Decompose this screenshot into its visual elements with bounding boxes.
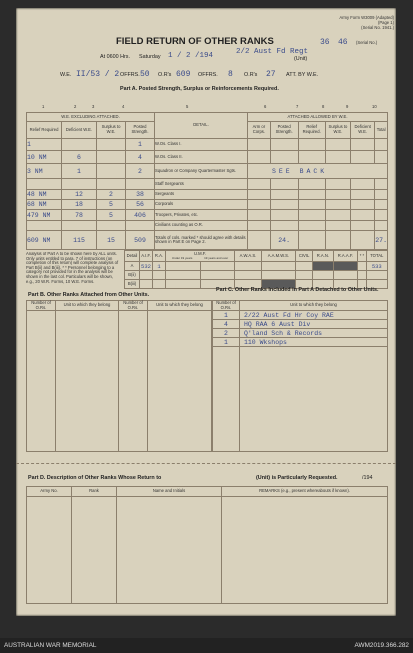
relief-cell: 609 NM [27, 231, 62, 250]
deficient-cell [62, 138, 97, 151]
deficient-cell: 115 [62, 231, 97, 250]
surplus-cell: 2 [97, 189, 126, 199]
part-c-header: Unit to which they belong [240, 301, 388, 311]
see-back-note: SEE BACK [248, 164, 388, 179]
deficient-cell: 18 [62, 200, 97, 210]
part-c-unit: Q'land Sch & Records [240, 329, 388, 338]
deficient-cell: 6 [62, 151, 97, 164]
analysis-civil-header: CIVIL [295, 251, 312, 262]
at-hrs-label: At 0600 Hrs. [100, 54, 130, 60]
att-posted-total: 24. [270, 231, 298, 250]
part-c-table [212, 300, 388, 452]
fold-line [16, 463, 396, 464]
detail-cell: Sergeants [155, 189, 248, 199]
col-number: 7 [296, 104, 299, 109]
surplus-cell [97, 164, 126, 179]
analysis-detail-header: Detail [125, 251, 140, 262]
table-row-totals [27, 231, 388, 250]
part-b-title: Part B. Other Ranks Attached from Other Units. [28, 292, 150, 298]
relief-cell: 1 [27, 138, 62, 151]
table-row [213, 338, 388, 347]
ors2-label: O.R's [244, 72, 258, 78]
analysis-total-header: TOTAL [366, 251, 387, 262]
att-deficient-header: Deficient W.E. [351, 122, 375, 138]
att-total-header: Total [375, 122, 388, 138]
col-number: 1 [42, 104, 45, 109]
part-c-title: Part C. Other Ranks Included in Part A Detached to Other Units. [216, 287, 379, 293]
analysis-raaf-header: R.A.A.F. [333, 251, 358, 262]
detail-cell: Staff Sergeants [155, 179, 248, 189]
ors-value: 609 [176, 70, 191, 79]
unit-label: (Unit) [294, 56, 308, 62]
table-row [213, 320, 388, 329]
detail-cell: Troopers, Privates, etc. [155, 210, 248, 220]
analysis-umf-header: U.M.F. [193, 251, 207, 257]
part-d-header: Name and Initials [117, 487, 222, 497]
posted-strength-header: Posted Strength. [126, 122, 155, 138]
part-a-title: Part A. Posted Strength, Surplus or Reinforcements Required. [120, 86, 279, 92]
relief-cell: 479 NM [27, 210, 62, 220]
archive-reference: AWM2019.366.282 [354, 642, 409, 649]
att-posted-header: Posted Strength. [270, 122, 298, 138]
we-label: W.E. [60, 72, 72, 78]
we-value: II/53 / 2 [76, 70, 120, 79]
analysis-aamws-header: A.A.M.W.S. [261, 251, 295, 262]
analysis-other-header: * * [358, 251, 366, 262]
att-by-we-label: ATT. BY W.E. [286, 72, 319, 78]
detail-header: DETAIL. [155, 113, 248, 139]
offrs-label: OFFRS. [120, 72, 140, 78]
posted-cell: 2 [126, 164, 155, 179]
posted-cell: 509 [126, 231, 155, 250]
return-date: 1 / 2 /194 [168, 52, 214, 60]
we-excluding-header: W.E. EXCLUDING ATTACHED. [27, 113, 155, 122]
detail-cell: Squadron or Company Quartermaster Sgts. [155, 164, 248, 179]
arm-corps-header: Arm or Corps. [248, 122, 271, 138]
analysis-aif-value: 532 [141, 262, 151, 270]
surplus-cell [97, 151, 126, 164]
part-c-number: 4 [213, 320, 240, 329]
ors-label: O.R's [158, 72, 172, 78]
analysis-ran-header: R.A.N. [313, 251, 333, 262]
archive-name: AUSTRALIAN WAR MEMORIAL [4, 642, 97, 649]
part-d-table [26, 486, 388, 604]
col-number: 9 [346, 104, 349, 109]
surplus-cell: 5 [97, 210, 126, 220]
analysis-ra-header: R.A. [153, 251, 166, 262]
relief-cell: 10 NM [27, 151, 62, 164]
unit-name: 2/2 Aust Fd Regt [236, 48, 309, 56]
table-row [213, 329, 388, 338]
detail-cell: Totals of cols. marked * should agree with details shown in Part E on Page 2. [155, 231, 248, 250]
table-row [27, 179, 388, 189]
part-b-header: Number of O.Rs. [27, 301, 56, 311]
posted-cell: 4 [126, 151, 155, 164]
serial-suffix: (Serial No.) [356, 40, 378, 45]
relief-cell: 3 NM [27, 164, 62, 179]
deficient-cell: 12 [62, 189, 97, 199]
ors2-value: 27 [266, 70, 276, 79]
part-b-table [26, 300, 212, 452]
analysis-umf-sub: Under 19 years [171, 255, 193, 260]
serial-number: 36 [320, 38, 330, 47]
analysis-row-label: A [125, 262, 140, 271]
part-d-date: /194 [362, 475, 373, 481]
detail-cell: W.Os. Class II. [155, 151, 248, 164]
relief-cell: 48 NM [27, 189, 62, 199]
part-d-title-2: (Unit) is Particularly Requested. [256, 475, 338, 481]
table-row [27, 200, 388, 210]
form-page [16, 8, 396, 616]
offrs2-label: OFFRS. [198, 72, 218, 78]
surplus-cell: 15 [97, 231, 126, 250]
deficient-header: Deficient W.E. [62, 122, 97, 138]
archive-footer [0, 638, 413, 653]
analysis-note [26, 252, 122, 288]
analysis-row-label: B(iii) [125, 280, 140, 289]
analysis-aif-header: A.I.F. [140, 251, 153, 262]
att-relief-header: Relief Required. [298, 122, 325, 138]
analysis-total-value: 533 [366, 262, 387, 271]
table-row [27, 220, 388, 230]
form-title: FIELD RETURN OF OTHER RANKS [116, 36, 274, 47]
col-number: 6 [264, 104, 267, 109]
table-row [27, 151, 388, 164]
page-label: (Page 1) [377, 20, 394, 25]
detail-cell: Civilians counting as O.R. [155, 220, 248, 230]
relief-required-header: Relief Required [27, 122, 62, 138]
part-c-number: 2 [213, 329, 240, 338]
serial-number-2: 46 [338, 38, 348, 47]
army-form-label: Army Form W3009 (Adapted) [339, 15, 394, 20]
analysis-awas-header: A.W.A.S. [235, 251, 262, 262]
analysis-note-text-2: * * Personnel belonging to a category not provided for in the analysis will be shown in the last col. Particulars will be shown, e.g., 20 W.R. Forms, 10 W.E. Forms. [26, 264, 115, 284]
posted-cell: 38 [126, 189, 155, 199]
posted-cell: 56 [126, 200, 155, 210]
col-number: 4 [122, 104, 125, 109]
part-d-header: Rank [72, 487, 117, 497]
analysis-note-text: Analysis of Part A to be shown here by ALL units. Only units entitled to para. 7 of instructions (on completion of this return) will complete analysis of Part B(ii) and B(iii). [26, 252, 119, 270]
table-row [27, 164, 388, 179]
deficient-cell: 1 [62, 164, 97, 179]
attached-header: ATTACHED ALLOWED BY W.E. [248, 113, 388, 122]
col-number: 3 [92, 104, 95, 109]
surplus-cell [97, 138, 126, 151]
part-a-table [26, 112, 388, 250]
table-row [213, 311, 388, 320]
part-b-header: Number of O.Rs. [119, 301, 148, 311]
analysis-table [124, 250, 388, 289]
posted-cell: 1 [126, 138, 155, 151]
relief-cell: 68 NM [27, 200, 62, 210]
surplus-cell: 5 [97, 200, 126, 210]
offrs2-value: 8 [228, 70, 233, 79]
detail-cell: W.Os. Class I. [155, 138, 248, 151]
deficient-cell: 78 [62, 210, 97, 220]
analysis-row-label: B(ii) [125, 271, 140, 280]
table-row [27, 138, 388, 151]
col-number: 8 [322, 104, 325, 109]
analysis-ra-value: 1 [153, 262, 166, 271]
table-row [27, 189, 388, 199]
col-number: 5 [186, 104, 189, 109]
part-c-number: 1 [213, 311, 240, 320]
part-b-header: Unit to which they belong [148, 301, 212, 311]
part-c-number: 1 [213, 338, 240, 347]
part-c-unit: 110 Wkshops [240, 338, 388, 347]
table-row [27, 210, 388, 220]
part-d-title: Part D. Description of Other Ranks Whose Return to [28, 475, 162, 481]
serial-label: (Serial No. 1941.) [361, 25, 394, 30]
part-d-header: Army No. [27, 487, 72, 497]
offrs-value: 50 [140, 70, 150, 79]
detail-cell: Corporals [155, 200, 248, 210]
col-number: 2 [74, 104, 77, 109]
posted-cell: 406 [126, 210, 155, 220]
part-c-unit: 2/22 Aust Fd Hr Coy RAE [240, 311, 388, 320]
surplus-header: Surplus to W.E. [97, 122, 126, 138]
analysis-umf-sub: 19 years and over [204, 255, 229, 260]
part-b-header: Unit to which they belong [56, 301, 119, 311]
col-number: 10 [372, 104, 377, 109]
day-label: Saturday [139, 54, 161, 60]
part-c-header: Number of O.Rs. [213, 301, 240, 311]
part-d-header: REMARKS (e.g., present whereabouts if known). [222, 487, 388, 497]
att-grand-total: 27. [375, 231, 388, 250]
part-c-unit: HQ RAA 6 Aust Div [240, 320, 388, 329]
att-surplus-header: Surplus to W.E. [325, 122, 350, 138]
